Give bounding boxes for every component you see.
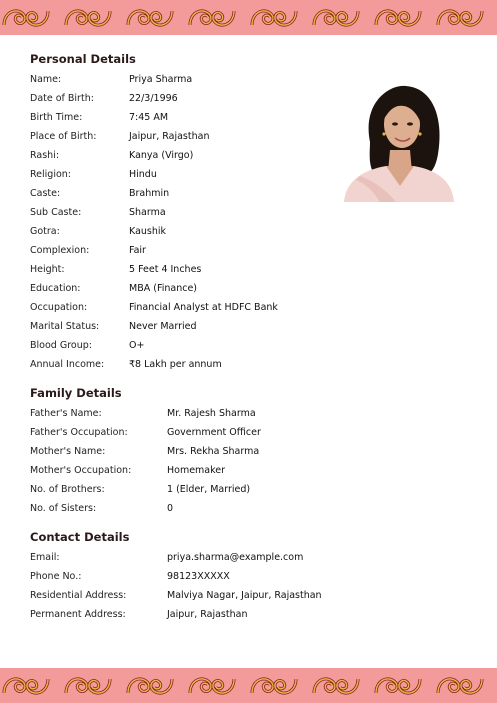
field-label: Name: <box>30 74 62 85</box>
field-value: Sharma <box>129 207 166 218</box>
field-value: Mrs. Rekha Sharma <box>167 446 260 457</box>
field-value: 5 Feet 4 Inches <box>129 264 202 275</box>
field-label: Occupation: <box>30 302 88 313</box>
field-label: Date of Birth: <box>30 93 94 104</box>
field-label: Education: <box>30 283 81 294</box>
field-label: Permanent Address: <box>30 609 126 620</box>
field-value: Priya Sharma <box>129 74 193 85</box>
field-value: Brahmin <box>129 188 170 199</box>
field-label: No. of Brothers: <box>30 484 105 495</box>
field-value: Kaushik <box>129 226 167 237</box>
field-value: MBA (Finance) <box>129 283 197 294</box>
field-value: 0 <box>167 503 174 514</box>
field-label: Rashi: <box>30 150 60 161</box>
field-label: Marital Status: <box>30 321 100 332</box>
field-label: Birth Time: <box>30 112 83 123</box>
field-value: Hindu <box>129 169 157 180</box>
contact-details-heading: Contact Details <box>30 530 130 544</box>
field-label: Sub Caste: <box>30 207 82 218</box>
field-value: ₹8 Lakh per annum <box>129 359 222 370</box>
field-value: 1 (Elder, Married) <box>167 484 251 495</box>
personal-details-heading: Personal Details <box>30 52 136 66</box>
field-label: Caste: <box>30 188 61 199</box>
field-label: Annual Income: <box>30 359 105 370</box>
field-value: 7:45 AM <box>129 112 169 123</box>
field-label: Father's Occupation: <box>30 427 128 438</box>
ornament-pattern-top <box>0 0 497 35</box>
field-label: Height: <box>30 264 65 275</box>
field-label: No. of Sisters: <box>30 503 97 514</box>
field-value: priya.sharma@example.com <box>167 552 304 563</box>
family-details-heading: Family Details <box>30 386 122 400</box>
field-value: O+ <box>129 340 145 351</box>
field-value: Government Officer <box>167 427 261 438</box>
top-decorative-border <box>0 0 497 35</box>
field-value: 22/3/1996 <box>129 93 178 104</box>
field-value: Jaipur, Rajasthan <box>129 131 210 142</box>
field-value: Fair <box>129 245 146 256</box>
field-value: Mr. Rajesh Sharma <box>167 408 256 419</box>
field-label: Phone No.: <box>30 571 82 582</box>
profile-photo <box>340 82 458 202</box>
field-value: Jaipur, Rajasthan <box>167 609 248 620</box>
field-value: Never Married <box>129 321 197 332</box>
field-value: Kanya (Virgo) <box>129 150 194 161</box>
field-value: 98123XXXXX <box>167 571 230 582</box>
field-label: Residential Address: <box>30 590 127 601</box>
field-label: Complexion: <box>30 245 90 256</box>
field-label: Blood Group: <box>30 340 92 351</box>
field-label: Gotra: <box>30 226 60 237</box>
ornament-pattern-bottom <box>0 668 497 703</box>
field-label: Mother's Name: <box>30 446 106 457</box>
field-value: Financial Analyst at HDFC Bank <box>129 302 278 313</box>
field-label: Religion: <box>30 169 72 180</box>
field-label: Father's Name: <box>30 408 102 419</box>
field-label: Mother's Occupation: <box>30 465 132 476</box>
bottom-decorative-border <box>0 668 497 703</box>
field-label: Email: <box>30 552 60 563</box>
field-label: Place of Birth: <box>30 131 97 142</box>
field-value: Malviya Nagar, Jaipur, Rajasthan <box>167 590 322 601</box>
field-value: Homemaker <box>167 465 226 476</box>
